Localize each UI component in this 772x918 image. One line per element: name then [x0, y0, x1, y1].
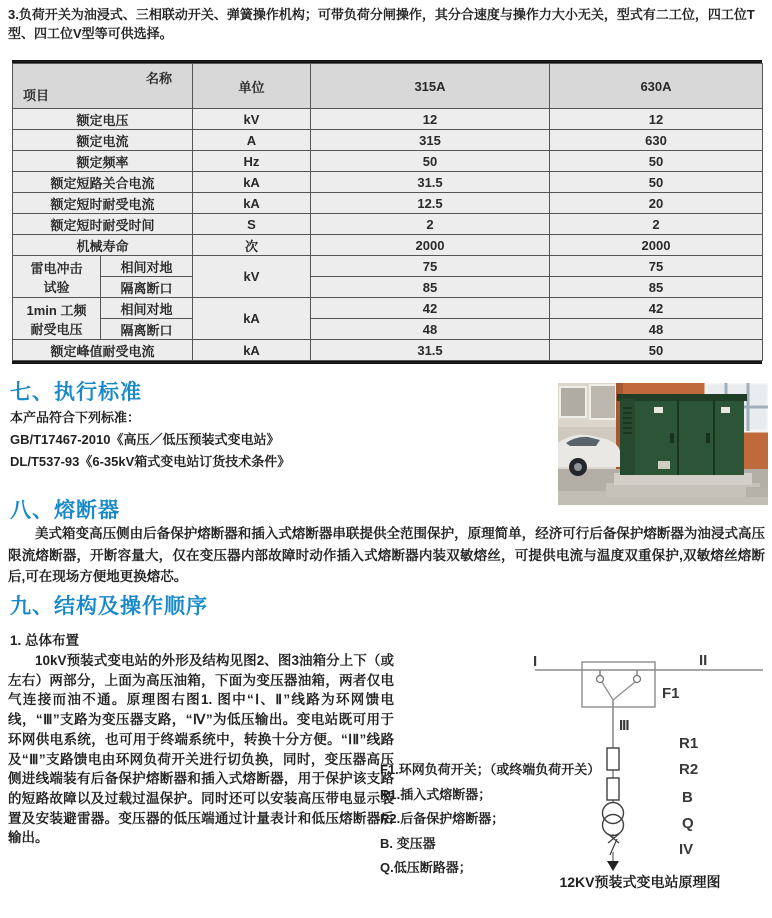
row-name: 额定短路关合电流 [13, 172, 193, 193]
fuse-r1-icon [607, 748, 619, 770]
table-header-row [13, 64, 763, 109]
value-315: 48 [311, 319, 550, 340]
value-630: 42 [550, 298, 763, 319]
legend-item-r1: R1.插入式熔断器； [380, 786, 492, 802]
sub-row-name: 隔离断口 [101, 319, 193, 340]
value-630: 50 [550, 172, 763, 193]
value-315: 42 [311, 298, 550, 319]
value-315: 2000 [311, 235, 550, 256]
intro-paragraph: 3.负荷开关为油浸式、三相联动开关、弹簧操作机构；可带负荷分闸操作，其分合速度与操作力大小无关，型式有二工位，四工位T型、四工位V型等可供选择。 [8, 7, 755, 41]
value-315: 2 [311, 214, 550, 235]
group-name-power-freq [13, 298, 101, 340]
substation-photo [558, 383, 768, 505]
row-name: 额定短时耐受时间 [13, 214, 193, 235]
row-unit: kA [193, 340, 311, 361]
table-row [13, 193, 763, 214]
row-name: 机械寿命 [13, 235, 193, 256]
corner-name-label: 名称 [145, 71, 172, 86]
group-name-line1: 1min 工频 [26, 302, 87, 318]
table-row [13, 214, 763, 235]
row-unit: 次 [193, 235, 311, 256]
table-row [13, 319, 763, 340]
value-630: 85 [550, 277, 763, 298]
value-630: 20 [550, 193, 763, 214]
row-name: 额定峰值耐受电流 [13, 340, 193, 361]
legend-item-r2: R2.后备保护熔断器； [380, 811, 505, 826]
table-row [13, 298, 763, 319]
b-label: B [682, 789, 693, 806]
row-name: 额定频率 [13, 151, 193, 172]
sub-row-name: 相间对地 [101, 298, 193, 319]
row-unit: Hz [193, 151, 311, 172]
value-630: 50 [550, 340, 763, 361]
value-315: 75 [311, 256, 550, 277]
output-arrow-icon [607, 861, 619, 871]
switch-contact-icon [634, 676, 641, 683]
branch-iii-label: III [619, 717, 629, 734]
row-unit: A [193, 130, 311, 151]
corner-cell [13, 64, 193, 109]
fuse-r2-icon [607, 778, 619, 800]
value-630: 2 [550, 214, 763, 235]
value-315: 31.5 [311, 172, 550, 193]
group-name-line2: 耐受电压 [30, 321, 83, 337]
structure-subheading: 1. 总体布置 [10, 633, 80, 648]
group-name-line1: 雷电冲击 [30, 260, 83, 276]
sub-row-name: 相间对地 [101, 256, 193, 277]
sub-row-name: 隔离断口 [101, 277, 193, 298]
legend-item-q: Q.低压断路器； [380, 860, 472, 875]
table-row [13, 130, 763, 151]
value-315: 315 [311, 130, 550, 151]
value-630: 630 [550, 130, 763, 151]
section-standards-heading: 七、执行标准 [10, 381, 142, 404]
row-name: 额定短时耐受电流 [13, 193, 193, 214]
col-header-315a: 315A [311, 64, 550, 109]
standard-item: GB/T17467-2010《高压／低压预装式变电站》 [10, 432, 280, 447]
table-row [13, 151, 763, 172]
transformer-icon [603, 803, 624, 836]
table-row [13, 172, 763, 193]
switch-contact-icon [597, 676, 604, 683]
spec-table [12, 60, 762, 364]
table-row [13, 235, 763, 256]
value-315: 12 [311, 109, 550, 130]
circuit-diagram [480, 642, 772, 879]
value-315: 85 [311, 277, 550, 298]
legend-item-f1: F1.环网负荷开关；（或终端负荷开关） [380, 762, 601, 777]
row-unit: kA [193, 193, 311, 214]
group-name-line2: 试验 [43, 279, 70, 295]
corner-item-label: 项目 [23, 88, 50, 103]
value-315: 31.5 [311, 340, 550, 361]
row-unit: kV [193, 256, 311, 298]
value-630: 12 [550, 109, 763, 130]
value-630: 2000 [550, 235, 763, 256]
value-630: 48 [550, 319, 763, 340]
row-name: 额定电压 [13, 109, 193, 130]
value-315: 50 [311, 151, 550, 172]
structure-paragraph: 10kV预装式变电站的外形及结构见图2、图3油箱分上下（或左右）两部分，上面为高压油箱，下面为变压器油箱，两者仅电气连接而油不通。原理图右图1. 图中“Ⅰ、Ⅱ”线路为环网馈电线，“Ⅲ”支路为变压器支路，“Ⅳ”为低压输出。变电站既可用于环网供电系统，也可用于终端系统中，转换十分方便。“ⅠⅡ”线路及“Ⅲ”支路馈电由环网负荷开关进行切负换，同时，变压器高压侧进线端装有后备保护熔断器和插入式熔断器，用于保护该支路的短路故障以及过载过温保护。同时还可以安装高压带电显示装置及安装避雷器。变压器的低压端通过计量表计和低压熔断器后输出。 [8, 653, 394, 846]
line-i-label: I [533, 653, 538, 670]
r1-label: R1 [679, 735, 699, 752]
value-630: 50 [550, 151, 763, 172]
row-unit: kA [193, 172, 311, 193]
col-header-unit: 单位 [193, 64, 311, 109]
substation-photo-image [558, 383, 768, 505]
spec-table-grid [12, 63, 763, 361]
table-row [13, 277, 763, 298]
row-unit: kV [193, 109, 311, 130]
line-ii-label: II [699, 652, 708, 669]
group-name-lightning [13, 256, 101, 298]
col-header-630a: 630A [550, 64, 763, 109]
table-row [13, 109, 763, 130]
row-unit: S [193, 214, 311, 235]
section-fuse-heading: 八、熔断器 [10, 499, 120, 522]
legend-item-b: B. 变压器 [380, 835, 436, 851]
table-row [13, 340, 763, 361]
row-unit: kA [193, 298, 311, 340]
table-row [13, 256, 763, 277]
q-label: Q [682, 815, 694, 832]
section-structure-heading: 九、结构及操作顺序 [10, 595, 208, 618]
r2-label: R2 [679, 761, 699, 778]
diagram-caption: 12KV预装式变电站原理图 [559, 874, 721, 890]
circuit-diagram-image [480, 642, 772, 874]
standards-list [10, 407, 290, 473]
standard-item: DL/T537-93《6-35kV箱式变电站订货技术条件》 [10, 454, 291, 469]
iv-label: IV [679, 841, 694, 858]
row-name: 额定电流 [13, 130, 193, 151]
fuse-paragraph: 美式箱变高压侧由后备保护熔断器和插入式熔断器串联提供全范围保护，原理简单，经济可行后备保护熔断器为油浸式高压限流熔断器，开断容量大，仅在变压器内部故障时动作插入式熔断器内装双敏熔丝，可提供电流与温度双重保护,双敏熔丝熔断后,可在现场方便地更换熔芯。 [8, 526, 765, 584]
value-315: 12.5 [311, 193, 550, 214]
standards-intro: 本产品符合下列标准： [10, 410, 141, 425]
value-630: 75 [550, 256, 763, 277]
f1-label: F1 [662, 685, 680, 702]
